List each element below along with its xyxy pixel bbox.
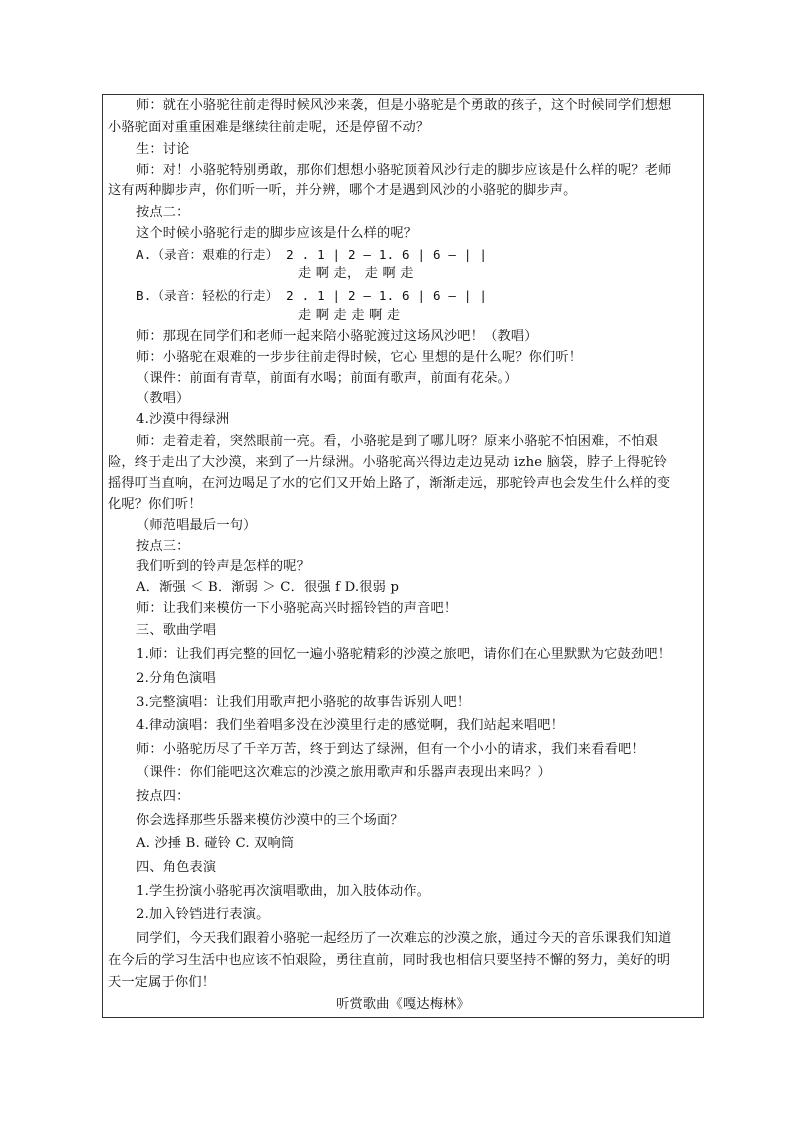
option-a-notation: A.（录音：艰难的行走） 2 . 1 | 2 – 1. 6 | 6 – | | — [136, 247, 488, 262]
closing-title: 听赏歌曲《嘎达梅林》 — [336, 997, 470, 1012]
section-label: 按点四： — [136, 789, 190, 804]
paragraph-line: 小骆驼面对重重困难是继续往前走呢，还是停留不动？ — [108, 120, 430, 135]
paragraph-line: 2.加入铃铛进行表演。 — [136, 907, 270, 922]
paragraph-line: 险，终于走出了大沙漠，来到了一片绿洲。小骆驼高兴得边走边晃动 izhe 脑袋，脖子上得驼铃 — [108, 455, 668, 470]
question-line: 你会选择那些乐器来模仿沙漠中的三个场面？ — [136, 813, 404, 828]
paragraph-line: 师：小骆驼历尽了千辛万苦，终于到达了绿洲，但有一个小小的请求，我们来看看吧！ — [136, 742, 645, 757]
paragraph-line: 这有两种脚步声，你们听一听，并分辨，哪个才是遇到风沙的小骆驼的脚步声。 — [108, 183, 577, 198]
paragraph-line: 3.完整演唱：让我们用歌声把小骆驼的故事告诉别人吧！ — [136, 695, 471, 710]
options-line: A. 沙捶 B. 碰铃 C. 双响筒 — [136, 836, 295, 851]
paragraph-line: 师：那现在同学们和老师一起来陪小骆驼渡过这场风沙吧！（教唱） — [136, 329, 538, 344]
paragraph-line: 师：走着走着，突然眼前一亮。看，小骆驼是到了哪儿呀？原来小骆驼不怕困难，不怕艰 — [136, 434, 659, 449]
question-line: 这个时候小骆驼行走的脚步应该是什么样的呢？ — [136, 226, 418, 241]
paragraph-line: 生：讨论 — [136, 142, 190, 157]
paragraph-line: （课件：前面有青草，前面有水喝；前面有歌声，前面有花朵。） — [136, 371, 518, 386]
paragraph-line: 在今后的学习生活中也应该不怕艰险，勇往直前，同时我也相信只要坚持不懈的努力，美好的明 — [108, 953, 671, 968]
paragraph-line: 师：小骆驼在艰难的一步步往前走得时候，它心 里想的是什么呢？你们听！ — [136, 350, 583, 365]
section-heading: 4.沙漠中得绿洲 — [136, 412, 230, 427]
section-heading: 三、歌曲学唱 — [136, 623, 217, 638]
option-a-lyrics: 走 啊 走， 走 啊 走 — [298, 266, 414, 281]
section-label: 按点二： — [136, 205, 190, 220]
question-line: 我们听到的铃声是怎样的呢？ — [136, 559, 311, 574]
paragraph-line: （课件：你们能吧这次难忘的沙漠之旅用歌声和乐器声表现出来吗？） — [136, 765, 552, 780]
paragraph-line: 天一定属于你们！ — [108, 975, 216, 990]
paragraph-line: 师：对！小骆驼特别勇敢，那你们想想小骆驼顶着风沙行走的脚步应该是什么样的呢？老师 — [136, 163, 672, 178]
paragraph-line: 1.师：让我们再完整的回忆一遍小骆驼精彩的沙漠之旅吧，请你们在心里默默为它鼓劲吧！ — [136, 647, 672, 662]
paragraph-line: 师：就在小骆驼往前走得时候风沙来袭，但是小骆驼是个勇敢的孩子，这个时候同学们想想 — [136, 98, 672, 113]
option-b-notation: B.（录音：轻松的行走） 2 . 1 | 2 – 1. 6 | 6 – | | — [136, 288, 488, 303]
paragraph-line: 4.律动演唱：我们坐着唱多没在沙漠里行走的感觉啊，我们站起来唱吧！ — [136, 718, 564, 733]
paragraph-line: 摇得叮当直响，在河边喝足了水的它们又开始上路了，渐渐走远，那驼铃声也会发生什么样的变 — [108, 476, 671, 491]
paragraph-line: 2.分角色演唱 — [136, 671, 216, 686]
options-line: A．渐强 ＜ B．渐弱 ＞ C．很强 f D.很弱 p — [136, 580, 400, 595]
paragraph-line: 同学们，今天我们跟着小骆驼一起经历了一次难忘的沙漠之旅，通过今天的音乐课我们知道 — [136, 931, 672, 946]
section-label: 按点三： — [136, 539, 190, 554]
option-b-lyrics: 走 啊 走 走 啊 走 — [298, 308, 401, 323]
paragraph-line: 化呢？你们听！ — [108, 497, 202, 512]
section-heading: 四、角色表演 — [136, 860, 217, 875]
paragraph-line: （教唱） — [136, 391, 190, 406]
paragraph-line: 1.学生扮演小骆驼再次演唱歌曲，加入肢体动作。 — [136, 884, 431, 899]
paragraph-line: 师：让我们来模仿一下小骆驼高兴时摇铃铛的声音吧！ — [136, 601, 458, 616]
paragraph-line: （师范唱最后一句） — [136, 518, 257, 533]
